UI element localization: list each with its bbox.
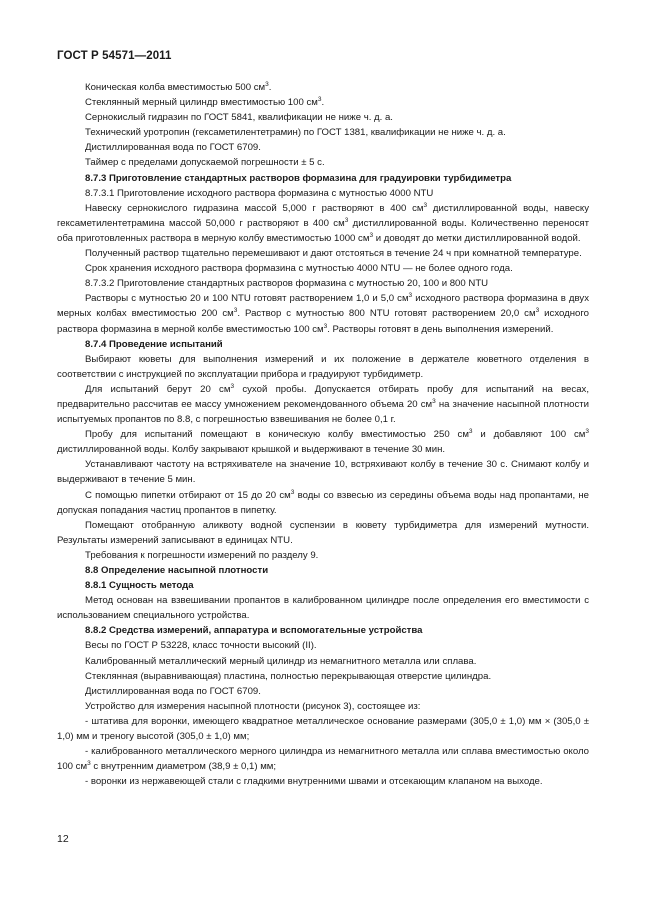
paragraph: Выбирают кюветы для выполнения измерений и их положение в держателе кюветного отделения в соответствии с инструкцией по эксплуатации прибора и градуируют турбидиметр. [57, 353, 589, 380]
list-item: Калиброванный металлический мерный цилиндр из немагнитного металла или сплава. [85, 655, 477, 667]
paragraph: Для испытаний берут 20 $см^3$ сухой пробы. Допускается отбирать пробу для испытаний на весах, предварительно рассчитав ее массу умножением рекомендованного объема 20 $см^3$ на значение насыпной плотности испытуемых пропантов по 8.8, с погрешностью взвешивания не более 0,1 г. [57, 382, 589, 426]
list-item: Таймер с пределами допускаемой погрешности ± 5 с. [85, 157, 325, 169]
paragraph: Срок хранения исходного раствора формазина с мутностью 4000 NTU — не более одного года. [85, 263, 513, 275]
paragraph: Навеску сернокислого гидразина массой 5,000 г растворяют в 400 $см^3$ дистиллированной воды, навеску гексаметилентетрамина массой 50,000 г растворяют в 400 $см^3$ дистиллированной воды. Количественно переносят оба приготовленных раствора в мерную колбу вместимостью 1000 $см^3$ и доводят до метки дистиллированной водой. [57, 201, 589, 244]
list-item: - штатива для воронки, имеющего квадратное металлическое основание размерами (305,0 ± 1,0) мм × (305,0 ± 1,0) мм и треногу высотой (305,0 ± 1,0) мм; [57, 715, 589, 743]
list-item: Стеклянный мерный цилиндр вместимостью 100 $см^3$. [85, 96, 325, 109]
paragraph: С помощью пипетки отбирают от 15 до 20 $см^3$ воды со взвесью из середины объема воды над пропантами, не допуская попадания частиц пропантов в пипетку. [57, 488, 589, 516]
paragraph: Помещают отобранную аликвоту водной суспензии в кювету турбидиметра для измерений мутности. Результаты измерений записывают в единицах NTU. [57, 519, 589, 546]
list-item: Стеклянная (выравнивающая) пластина, полностью перекрывающая отверстие цилиндра. [85, 670, 492, 682]
list-item: Дистиллированная вода по ГОСТ 6709. [85, 142, 261, 154]
paragraph: Устройство для измерения насыпной плотности (рисунок 3), состоящее из: [85, 700, 421, 712]
document-header: ГОСТ Р 54571—2011 [57, 50, 172, 62]
subsection-heading: 8.7.3.2 Приготовление стандартных растворов формазина с мутностью 20, 100 и 800 NTU [85, 278, 489, 290]
paragraph: Растворы с мутностью 20 и 100 NTU готовят растворением 1,0 и 5,0 $см^3$ исходного раствора формазина в двух мерных колбах вместимостью 200 $см^3$. Раствор с мутностью 800 NTU готовят растворением 20,0 $см^3$ исходного раствора формазина в мерной колбе вместимостью 100 $см^3$. Растворы готовят в день выполнения измерений. [57, 292, 589, 335]
paragraph: Требования к погрешности измерений по разделу 9. [85, 549, 319, 561]
section-heading: 8.7.3 Приготовление стандартных растворов формазина для градуировки турбидиметра [85, 172, 512, 184]
section-heading: 8.7.4 Проведение испытаний [85, 338, 223, 350]
list-item: Весы по ГОСТ Р 53228, класс точности высокий (II). [85, 640, 317, 652]
paragraph: Пробу для испытаний помещают в коническую колбу вместимостью 250 $см^3$ и добавляют 100 $см^3$ дистиллированной воды. Колбу закрывают крышкой и выдерживают в течение 30 мин. [57, 428, 589, 456]
list-item: Сернокислый гидразин по ГОСТ 5841, квалификации не ниже ч. д. а. [85, 112, 393, 124]
section-heading: 8.8.2 Средства измерений, аппаратура и вспомогательные устройства [85, 625, 423, 637]
document-body [57, 80, 589, 789]
list-item: Коническая колба вместимостью 500 $см^3$. [85, 81, 272, 93]
list-item: - воронки из нержавеющей стали с гладкими внутренними швами и отсекающим клапаном на выходе. [85, 776, 543, 788]
paragraph: Устанавливают частоту на встряхивателе на значение 10, встряхивают колбу в течение 30 с. Снимают колбу и выдерживают в течение 5 мин. [57, 459, 589, 486]
list-item: - калиброванного металлического мерного цилиндра из немагнитного металла или сплава вместимостью около 100 $см^3$ с внутренним диаметром (38,9 ± 0,1) мм; [57, 746, 589, 773]
list-item: Дистиллированная вода по ГОСТ 6709. [85, 685, 261, 697]
section-heading: 8.8 Определение насыпной плотности [85, 565, 269, 576]
section-heading: 8.8.1 Сущность метода [85, 580, 194, 592]
list-item: Технический уротропин (гексаметилентетрамин) по ГОСТ 1381, квалификации не ниже ч. д. а. [85, 127, 506, 139]
paragraph: Полученный раствор тщательно перемешивают и дают отстояться в течение 24 ч при комнатной температуре. [85, 248, 582, 260]
paragraph: Метод основан на взвешивании пропантов в калиброванном цилиндре после определения его вместимости с использованием специального устройства. [57, 595, 589, 622]
page-number: 12 [57, 833, 69, 845]
subsection-heading: 8.7.3.1 Приготовление исходного раствора формазина с мутностью 4000 NTU [85, 187, 434, 199]
